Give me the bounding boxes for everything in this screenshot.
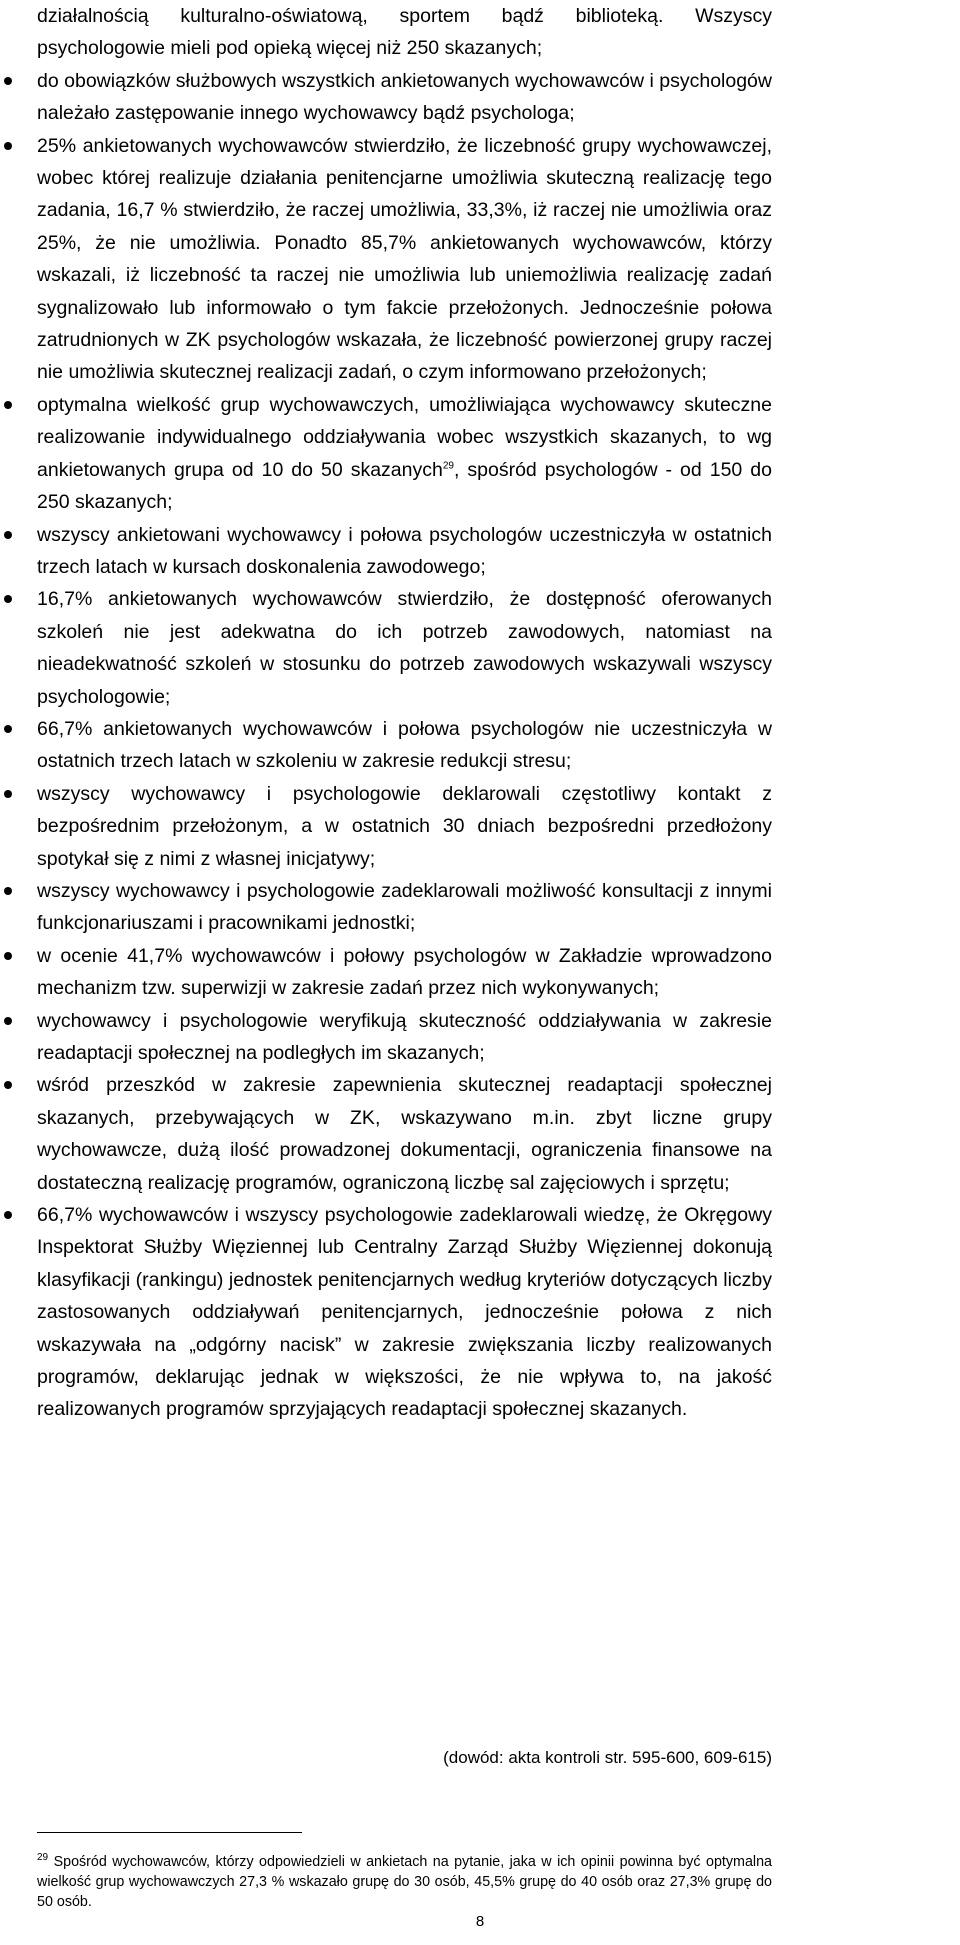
list-item-text: wśród przeszkód w zakresie zapewnienia skutecznej readaptacji społecznej skazanych, przebywających w ZK, wskazywano m.in. zbyt liczne grupy wychowawcze, dużą ilość prowadzonej dokumentacji, ograniczenia finansowe na dostateczną realizację programów, ograniczoną liczbę sal zajęciowych i sprzętu; (37, 1074, 772, 1194)
list-item-text: 25% ankietowanych wychowawców stwierdziło, że liczebność grupy wychowawczej, wobec której realizuje działania penitencjarne umożliwia skuteczną realizację tego zadania, 16,7 % stwierdziło, że raczej umożliwia, 33,3%, iż raczej nie umożliwia oraz 25%, że nie umożliwia. Ponadto 85,7% ankietowanych wychowawców, którzy wskazali, iż liczebność ta raczej nie umożliwia lub uniemożliwia realizację zadań sygnalizowało lub informowało o tym fakcie przełożonych. Jednocześnie połowa zatrudnionych w ZK psychologów wskazała, że liczebność powierzonej grupy raczej nie umożliwia skutecznej realizacji zadań, o czym informowano przełożonych; (37, 134, 772, 384)
footnote (37, 1852, 772, 1912)
bullet-icon (4, 952, 12, 960)
bullet-list (37, 65, 772, 1426)
page-number: 8 (475, 1913, 485, 1930)
list-item (37, 1069, 772, 1199)
footnote-divider (37, 1832, 302, 1833)
bullet-icon (4, 401, 12, 409)
intro-paragraph: działalnością kulturalno-oświatową, sportem bądź biblioteką. Wszyscy psychologowie mieli pod opieką więcej niż 250 skazanych; (37, 5, 772, 60)
list-item (37, 583, 772, 713)
list-item-text: 16,7% ankietowanych wychowawców stwierdziło, że dostępność oferowanych szkoleń nie jest adekwatna do ich potrzeb zawodowych, natomiast na nieadekwatność szkoleń w stosunku do potrzeb zawodowych wskazywali wszyscy psychologowie; (37, 588, 772, 708)
list-item-text: 66,7% ankietowanych wychowawców i połowa psychologów nie uczestniczyła w ostatnich trzech latach w szkoleniu w zakresie redukcji stresu; (37, 717, 772, 773)
bullet-icon (4, 725, 12, 733)
evidence-note: (dowód: akta kontroli str. 595-600, 609-615) (443, 1748, 772, 1767)
list-item (37, 519, 772, 584)
list-item (37, 875, 772, 940)
footnote-number: 29 (37, 1852, 49, 1864)
list-item-text-continued: , spośród psychologów - od 150 do 250 skazanych; (37, 458, 772, 514)
list-item (37, 778, 772, 875)
bullet-icon (4, 1017, 12, 1025)
footnote-reference: 29 (442, 460, 454, 472)
list-item (37, 389, 772, 519)
list-item-text: wszyscy wychowawcy i psychologowie deklarowali częstotliwy kontakt z bezpośrednim przełożonym, a w ostatnich 30 dniach bezpośredni przedłożony spotykał się z nimi z własnej inicjatywy; (37, 782, 772, 870)
list-item (37, 1199, 772, 1426)
list-item (37, 713, 772, 778)
list-item (37, 1005, 772, 1070)
bullet-icon (4, 1211, 12, 1219)
list-item (37, 940, 772, 1005)
list-item-text: wszyscy wychowawcy i psychologowie zadeklarowali możliwość konsultacji z innymi funkcjonariuszami i pracownikami jednostki; (37, 879, 772, 935)
bullet-icon (4, 77, 12, 85)
list-item (37, 65, 772, 130)
footnote-text: Spośród wychowawców, którzy odpowiedzieli w ankietach na pytanie, jaka w ich opinii powinna być optymalna wielkość grup wychowawczych 27,3 % wskazało grupę do 30 osób, 45,5% grupę do 40 osób oraz 27,3% grupę do 50 osób. (37, 1854, 772, 1910)
list-item-text: 66,7% wychowawców i wszyscy psychologowie zadeklarowali wiedzę, że Okręgowy Inspektorat Służby Więziennej lub Centralny Zarząd Służby Więziennej dokonują klasyfikacji (rankingu) jednostek penitencjarnych według kryteriów dotyczących liczby zastosowanych oddziaływań penitencjarnych, jednocześnie połowa z nich wskazywała na „odgórny nacisk” w zakresie zwiększania liczby realizowanych programów, deklarując jednak w większości, że nie wpływa to, na jakość realizowanych programów sprzyjających readaptacji społecznej skazanych. (37, 1204, 772, 1421)
bullet-icon (4, 142, 12, 150)
list-item-text: wszyscy ankietowani wychowawcy i połowa psychologów uczestniczyła w ostatnich trzech latach w kursach doskonalenia zawodowego; (37, 523, 772, 578)
bullet-icon (4, 790, 12, 798)
bullet-icon (4, 887, 12, 895)
bullet-icon (4, 1081, 12, 1089)
bullet-icon (4, 531, 12, 539)
list-item-text: optymalna wielkość grup wychowawczych, umożliwiająca wychowawcy skuteczne realizowanie indywidualnego oddziaływania wobec wszystkich skazanych, to wg ankietowanych grupa od 10 do 50 skazanych (37, 393, 772, 481)
list-item (37, 130, 772, 389)
list-item-text: do obowiązków służbowych wszystkich ankietowanych wychowawców i psychologów należało zastępowanie innego wychowawcy bądź psychologa; (37, 69, 772, 125)
list-item-text: w ocenie 41,7% wychowawców i połowy psychologów w Zakładzie wprowadzono mechanizm tzw. superwizji w zakresie zadań przez nich wykonywanych; (37, 944, 772, 1000)
body-text (37, 0, 772, 1426)
list-item-text: wychowawcy i psychologowie weryfikują skuteczność oddziaływania w zakresie readaptacji społecznej na podległych im skazanych; (37, 1009, 772, 1064)
bullet-icon (4, 595, 12, 603)
